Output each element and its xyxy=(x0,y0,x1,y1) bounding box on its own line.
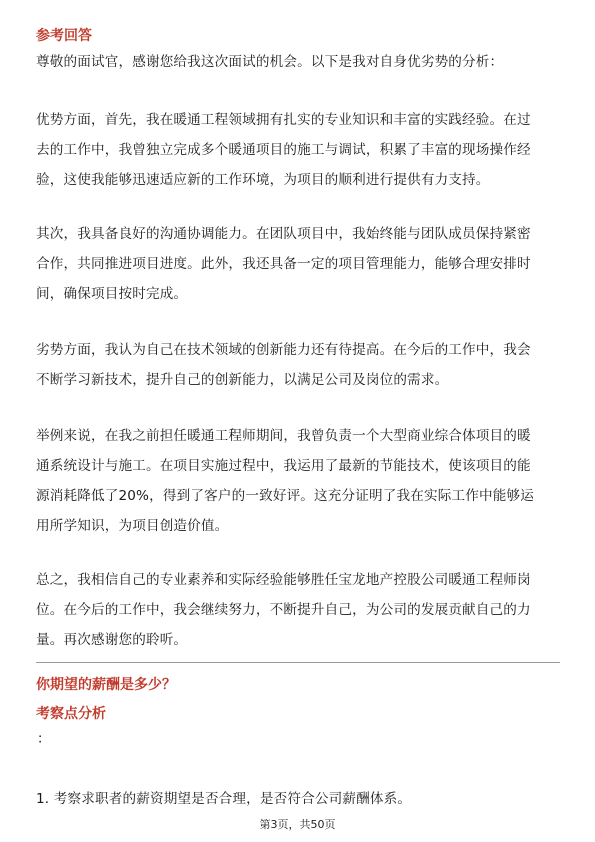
paragraph-communication xyxy=(36,219,564,309)
page-number-footer: 第3页，共50页 xyxy=(259,818,336,831)
paragraph-line: 源消耗降低了20%，得到了客户的一致好评。这充分证明了我在实际工作中能够运 xyxy=(36,488,534,504)
paragraph-line: 不断学习新技术，提升自己的创新能力，以满足公司及岗位的需求。 xyxy=(36,372,449,388)
paragraph-line: 通系统设计与施工。在项目实施过程中，我运用了最新的节能技术，使该项目的能 xyxy=(36,458,531,474)
paragraph-line: 劣势方面，我认为自己在技术领域的创新能力还有待提高。在今后的工作中，我会 xyxy=(36,342,531,358)
paragraph-line: 间，确保项目按时完成。 xyxy=(36,286,188,302)
paragraph-line: 总之，我相信自己的专业素养和实际经验能够胜任宝龙地产控股公司暖通工程师岗 xyxy=(36,572,531,588)
paragraph-conclusion xyxy=(36,565,564,655)
intro-paragraph xyxy=(36,47,564,77)
question-title-salary: 你期望的薪酬是多少？ xyxy=(36,677,176,693)
paragraph-strengths xyxy=(36,105,564,195)
paragraph-line: 去的工作中，我曾独立完成多个暖通项目的施工与调试，积累了丰富的现场操作经 xyxy=(36,142,531,158)
paragraph-line: 验，这使我能够迅速适应新的工作环境，为项目的顺利进行提供有力支持。 xyxy=(36,172,490,188)
paragraph-line: 其次，我具备良好的沟通协调能力。在团队项目中，我始终能与团队成员保持紧密 xyxy=(36,226,531,242)
analysis-point-line: 1. 考察求职者的薪资期望是否合理，是否符合公司薪酬体系。 xyxy=(36,791,412,807)
paragraph-example xyxy=(36,421,564,541)
analysis-point-1 xyxy=(36,784,564,814)
paragraph-line: 优势方面，首先，我在暖通工程领域拥有扎实的专业知识和丰富的实践经验。在过 xyxy=(36,112,531,128)
analysis-colon: ： xyxy=(37,731,51,747)
paragraph-weaknesses xyxy=(36,335,564,395)
intro-line: 尊敬的面试官，感谢您给我这次面试的机会。以下是我对自身优劣势的分析： xyxy=(36,54,504,70)
paragraph-line: 用所学知识，为项目创造价值。 xyxy=(36,518,229,534)
paragraph-line: 合作，共同推进项目进度。此外，我还具备一定的项目管理能力，能够合理安排时 xyxy=(36,256,531,272)
paragraph-line: 举例来说，在我之前担任暖通工程师期间，我曾负责一个大型商业综合体项目的暖 xyxy=(36,428,531,444)
paragraph-line: 位。在今后的工作中，我会继续努力，不断提升自己，为公司的发展贡献自己的力 xyxy=(36,602,531,618)
paragraph-line: 量。再次感谢您的聆听。 xyxy=(36,632,188,648)
section-title-reference-answer: 参考回答 xyxy=(36,28,92,44)
analysis-label: 考察点分析 xyxy=(36,706,106,722)
section-divider xyxy=(36,662,560,663)
